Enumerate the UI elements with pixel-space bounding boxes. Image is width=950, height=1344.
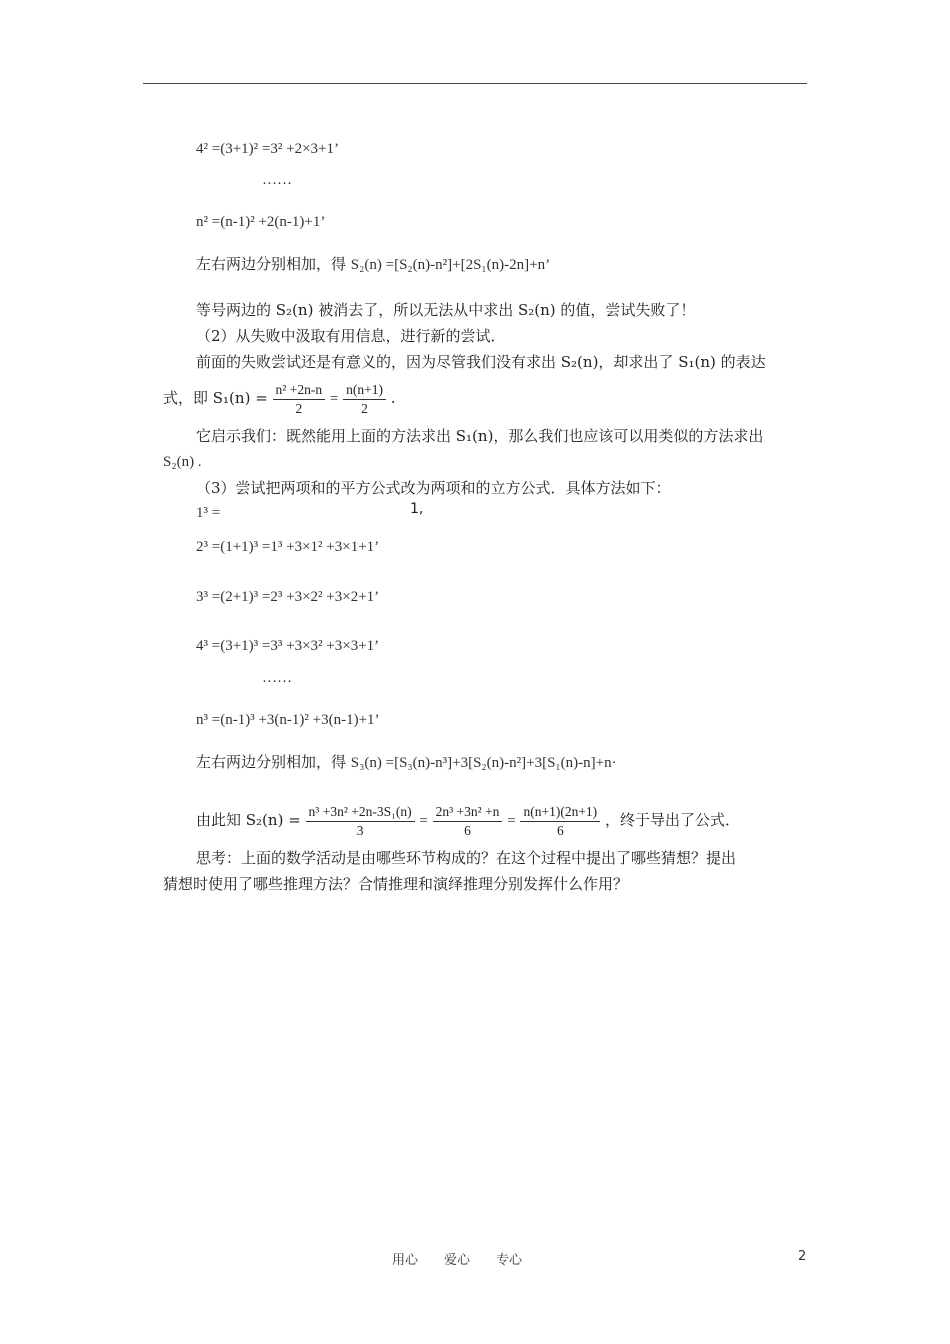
footer-motto: 用心 爱心 专心 <box>392 1253 523 1268</box>
equation-3-cubed: 3³ =(2+1)³ =2³ +3×2² +3×2+1’ <box>196 589 380 605</box>
paragraph-meaning: 前面的失败尝试还是有意义的，因为尽管我们没有求出 S₂(n)，却求出了 S₁(n) 的表达 <box>196 353 766 371</box>
equals-sign: = <box>507 813 516 829</box>
fraction-s2-a <box>306 804 415 839</box>
equation-1-cubed-left: 1³ = <box>196 505 221 521</box>
equation-4-cubed: 4³ =(3+1)³ =3³ +3×3² +3×3+1’ <box>196 638 380 654</box>
conclusion-text: ，终于导出了公式． <box>604 811 740 829</box>
sum-line <box>196 254 550 275</box>
s1-formula-prefix: 式，即 S₁(n) = <box>163 389 268 407</box>
s2-formula-line <box>196 800 740 841</box>
fraction-numerator: n(n+1) <box>343 382 386 400</box>
fraction-denominator: 3 <box>356 822 364 838</box>
paragraph-failure: 等号两边的 S₂(n) 被消去了，所以无法从中求出 S₂(n) 的值，尝试失败了！ <box>196 301 696 319</box>
sum-equation-s3: S₃(n) =[S₃(n)-n³]+3[S₂(n)-n²]+3[S₁(n)-n]+n· <box>350 755 617 771</box>
ellipsis-2: …… <box>262 670 292 686</box>
fraction-numerator: 2n³ +3n² +n <box>433 804 503 822</box>
fraction-s1-a <box>273 382 326 417</box>
fraction-denominator: 6 <box>464 822 471 838</box>
fraction-s2-b <box>433 804 503 839</box>
paragraph-think-1: 思考：上面的数学活动是由哪些环节构成的？在这个过程中提出了哪些猜想？提出 <box>196 849 737 867</box>
sum-line-cubed-text: 左右两边分别相加，得 <box>196 753 347 771</box>
page-number: 2 <box>798 1249 807 1264</box>
equals-sign: = <box>419 813 428 829</box>
paragraph-hint: 它启示我们：既然能用上面的方法求出 S₁(n)，那么我们也应该可以用类似的方法求出 <box>196 427 764 445</box>
s2-formula-prefix: 由此知 S₂(n) = <box>196 811 301 829</box>
equation-1-cubed-right: 1, <box>410 501 424 517</box>
step-3-heading: （3）尝试把两项和的平方公式改为两项和的立方公式．具体方法如下： <box>196 479 671 497</box>
paragraph-think-2: 猜想时使用了哪些推理方法？合情推理和演绎推理分别发挥什么作用？ <box>163 875 629 893</box>
fraction-numerator: n³ +3n² +2n-3S₁(n) <box>306 804 415 822</box>
fraction-s2-c <box>520 804 600 839</box>
equation-4-squared: 4² =(3+1)² =3² +2×3+1’ <box>196 141 339 157</box>
sum-equation-s2: S₂(n) =[S₂(n)-n²]+[2S₁(n)-2n]+n’ <box>350 257 551 273</box>
sum-line-text: 左右两边分别相加，得 <box>196 255 347 273</box>
sum-line-cubed <box>196 752 617 773</box>
fraction-s1-b <box>343 382 386 417</box>
equation-2-cubed: 2³ =(1+1)³ =1³ +3×1² +3×1+1’ <box>196 539 380 555</box>
equation-n-squared: n² =(n-1)² +2(n-1)+1’ <box>196 214 326 230</box>
equation-n-cubed: n³ =(n-1)³ +3(n-1)² +3(n-1)+1’ <box>196 712 380 728</box>
fraction-numerator: n(n+1)(2n+1) <box>520 804 600 822</box>
fraction-denominator: 6 <box>556 822 564 838</box>
header-rule <box>143 83 807 84</box>
fraction-denominator: 2 <box>295 400 303 416</box>
fraction-denominator: 2 <box>361 400 368 416</box>
ellipsis: …… <box>262 172 292 188</box>
s1-formula-line <box>163 378 396 419</box>
s2-continuation: S₂(n) . <box>163 454 202 470</box>
equals-sign: = <box>329 391 339 407</box>
fraction-numerator: n² +2n-n <box>273 382 326 400</box>
step-2-heading: （2）从失败中汲取有用信息，进行新的尝试． <box>196 327 506 345</box>
period: . <box>390 389 396 407</box>
